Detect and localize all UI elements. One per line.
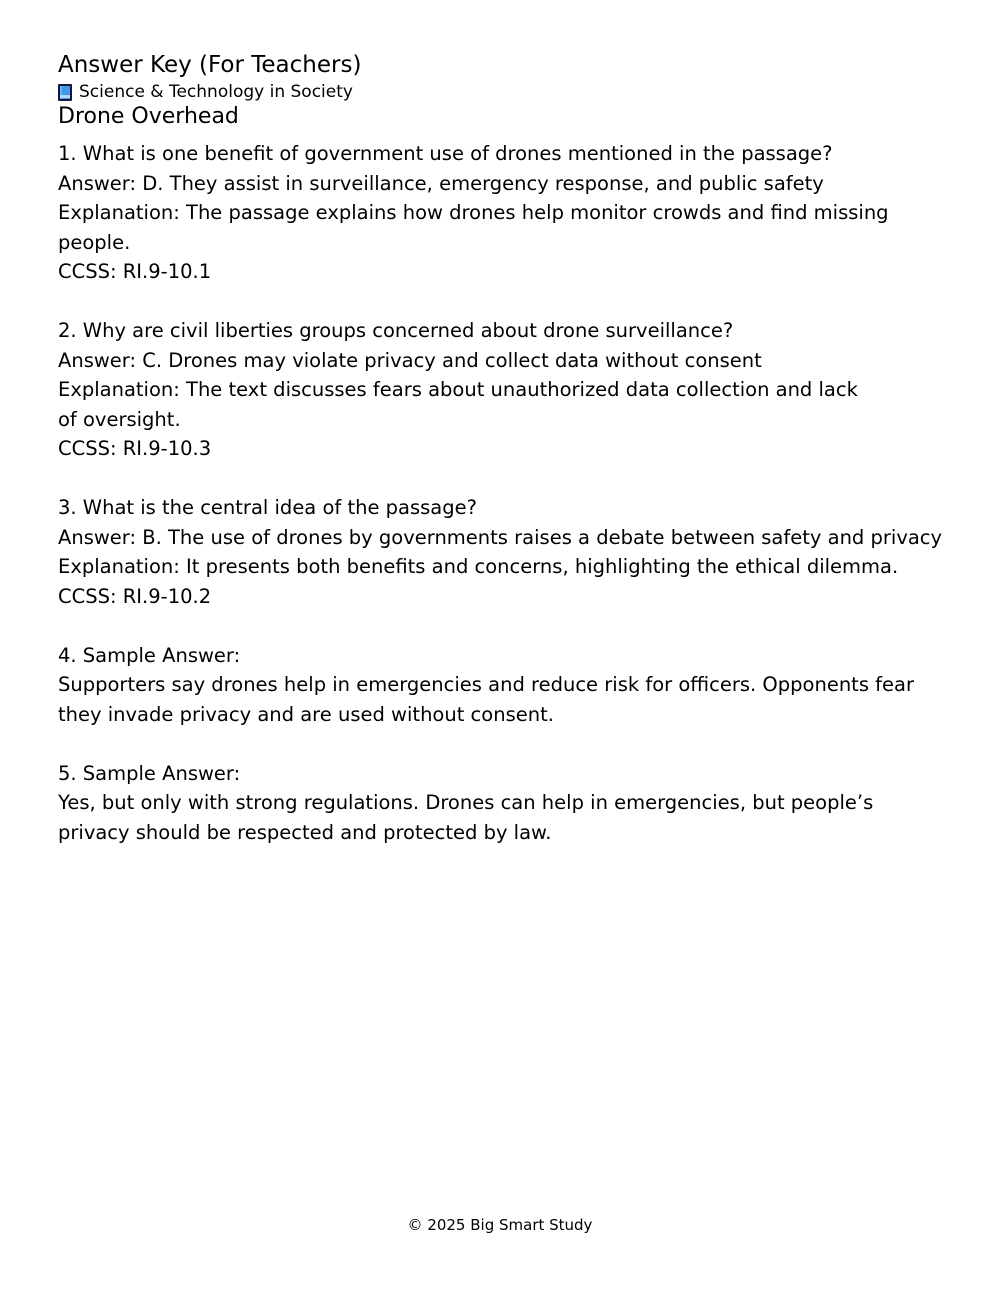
sample-answer-line-cont: privacy should be respected and protected by law. [58,820,552,844]
question-block-1 [58,139,988,287]
ccss-line: CCSS: RI.9-10.3 [58,437,212,460]
explanation-line: Explanation: The passage explains how drones help monitor crowds and find missing [58,201,889,224]
question-block-3 [58,493,988,611]
question-block-4 [58,641,988,730]
answer-line: Answer: D. They assist in surveillance, emergency response, and public safety [58,171,824,195]
sample-answer-line: Yes, but only with strong regulations. Drones can help in emergencies, but people’s [58,791,874,814]
book-pages-stripe [60,95,70,98]
question-text: 2. Why are civil liberties groups concerned about drone surveillance? [58,319,734,342]
document-subtitle: Drone Overhead [58,104,239,129]
document-header [58,51,361,130]
explanation-line: Explanation: The text discusses fears about unauthorized data collection and lack [58,378,858,401]
sample-answer-line: Supporters say drones help in emergencies and reduce risk for officers. Opponents fear [58,673,915,696]
answer-line: Answer: B. The use of drones by governments raises a debate between safety and privacy [58,525,943,549]
ccss-line: CCSS: RI.9-10.1 [58,260,212,283]
category-row [58,82,361,102]
question-text: 3. What is the central idea of the passage? [58,496,477,519]
category-label: Science & Technology in Society [79,82,353,102]
question-block-5 [58,759,988,848]
explanation-line-cont: of oversight. [58,407,181,431]
footer-copyright: © 2025 Big Smart Study [407,1216,593,1234]
question-text: 1. What is one benefit of government use of drones mentioned in the passage? [58,142,833,165]
answer-line: Answer: C. Drones may violate privacy and collect data without consent [58,348,762,372]
question-text: 4. Sample Answer: [58,643,241,667]
question-block-2 [58,316,988,464]
sample-answer-line-cont: they invade privacy and are used without consent. [58,702,554,726]
explanation-line-cont: people. [58,230,131,254]
blue-book-icon [58,84,72,101]
page-title: Answer Key (For Teachers) [58,52,362,78]
explanation-line: Explanation: It presents both benefits and concerns, highlighting the ethical dilemma. [58,555,899,578]
answer-key-content [58,139,988,877]
question-text: 5. Sample Answer: [58,761,241,785]
ccss-line: CCSS: RI.9-10.2 [58,584,212,608]
